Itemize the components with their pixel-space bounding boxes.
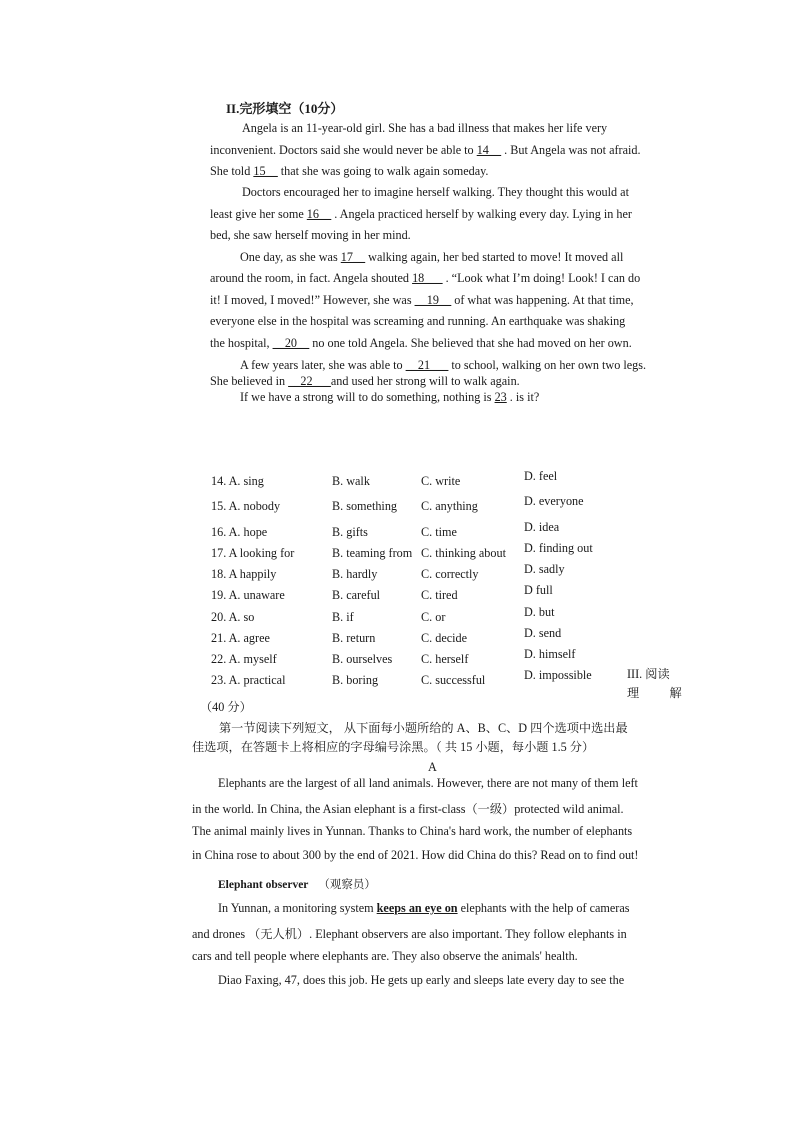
cloze-line xyxy=(210,143,641,158)
cloze-text: no one told Angela. She believed that she had moved on her own. xyxy=(309,336,632,350)
option-c: C. write xyxy=(421,474,461,488)
cloze-text: the hospital, xyxy=(210,336,273,350)
option-c: C. or xyxy=(421,610,446,624)
blank-number: 23 xyxy=(494,390,507,404)
reading-instruction-2: 佳选项，在答题卡上将相应的字母编号涂黑。（ 共 15 小题，每小题 1.5 分） xyxy=(192,740,595,754)
option-c: C. thinking about xyxy=(421,546,506,560)
cloze-text: inconvenient. Doctors said she would never be able to xyxy=(210,143,477,157)
option-c: C. anything xyxy=(421,499,478,513)
cloze-text: of what was happening. At that time, xyxy=(451,293,634,307)
paragraph-1-line: Elephants are the largest of all land animals. However, there are not many of them left xyxy=(218,776,638,790)
cloze-text: She believed in xyxy=(210,374,289,388)
blank-number: __19__ xyxy=(414,293,452,307)
cloze-text: bed, she saw herself moving in her mind. xyxy=(210,228,411,242)
reading-heading-part1: III. 阅读 xyxy=(627,667,670,681)
option-d: D. himself xyxy=(524,647,576,661)
cloze-text: She told xyxy=(210,164,254,178)
cloze-text: One day, as she was xyxy=(240,250,341,264)
cloze-line xyxy=(240,250,623,265)
cloze-line xyxy=(210,293,634,308)
paragraph-1-line: in the world. In China, the Asian elephant is a first-class（一级）protected wild animal. xyxy=(192,802,624,816)
cloze-heading: II.完形填空（10分） xyxy=(226,101,344,116)
option-b: B. if xyxy=(332,610,354,624)
option-d: D. impossible xyxy=(524,668,592,682)
blank-number: 15__ xyxy=(253,164,278,178)
option-b: B. return xyxy=(332,631,376,645)
cloze-line xyxy=(242,185,629,200)
cloze-text: and used her strong will to walk again. xyxy=(330,374,520,388)
reading-paragraph-2-line-3: cars and tell people where elephants are. They also observe the animals' health. xyxy=(192,949,578,963)
option-d: D. feel xyxy=(524,469,558,483)
option-d: D full xyxy=(524,583,553,597)
cloze-text: . “Look what I’m doing! Look! I can do xyxy=(442,271,641,285)
blank-number: 16__ xyxy=(306,207,332,221)
option-row-label: 20. A. so xyxy=(211,610,255,624)
reading-instruction-1: 第一节阅读下列短文， 从下面每小题所给的 A、B、C、D 四个选项中选出最 xyxy=(219,721,628,735)
cloze-line xyxy=(240,358,646,373)
cloze-line xyxy=(210,207,632,222)
cloze-text: Doctors encouraged her to imagine herself walking. They thought this would at xyxy=(242,185,629,199)
subheading-cn: （观察员） xyxy=(318,879,376,891)
cloze-text: least give her some xyxy=(210,207,307,221)
option-b: B. careful xyxy=(332,588,381,602)
cloze-text: A few years later, she was able to xyxy=(240,358,406,372)
cloze-text: . But Angela was not afraid. xyxy=(501,143,641,157)
section-label: A xyxy=(428,760,437,774)
option-c: C. herself xyxy=(421,652,469,666)
option-row-label: 16. A. hope xyxy=(211,525,268,539)
cloze-text: If we have a strong will to do something, nothing is xyxy=(240,390,495,404)
reading-paragraph-2-line-2: and drones （无人机）. Elephant observers are also important. They follow elephants in xyxy=(192,927,627,941)
blank-number: 14__ xyxy=(476,143,502,157)
cloze-text: to school, walking on her own two legs. xyxy=(448,358,647,372)
option-b: B. boring xyxy=(332,673,379,687)
option-c: C. decide xyxy=(421,631,468,645)
option-row-label: 14. A. sing xyxy=(211,474,264,488)
option-c: C. successful xyxy=(421,673,486,687)
option-b: B. teaming from xyxy=(332,546,413,560)
cloze-text: . Angela practiced herself by walking every day. Lying in her xyxy=(331,207,632,221)
option-row-label: 23. A. practical xyxy=(211,673,286,687)
blank-number: __21___ xyxy=(405,358,449,372)
cloze-line xyxy=(240,390,539,405)
blank-number: __22___ xyxy=(288,374,331,388)
reading-paragraph-2-line-1: In Yunnan, a monitoring system keeps an eye on elephants with the help of cameras xyxy=(218,901,630,915)
reading-heading-part2: 理 解 xyxy=(627,686,684,700)
option-d: D. send xyxy=(524,626,562,640)
option-b: B. ourselves xyxy=(332,652,393,666)
option-c: C. time xyxy=(421,525,457,539)
cloze-line xyxy=(210,228,411,243)
option-b: B. hardly xyxy=(332,567,378,581)
option-row-label: 17. A looking for xyxy=(211,546,295,560)
reading-points: （40 分） xyxy=(200,700,252,714)
blank-number: __20__ xyxy=(272,336,310,350)
keyword-phrase: keeps an eye on xyxy=(376,901,458,915)
cloze-text: it! I moved, I moved!” However, she was xyxy=(210,293,415,307)
option-b: B. something xyxy=(332,499,398,513)
option-d: D. finding out xyxy=(524,541,593,555)
blank-number: 17__ xyxy=(340,250,366,264)
cloze-text: . is it? xyxy=(506,390,540,404)
cloze-line xyxy=(210,314,625,329)
option-row-label: 18. A happily xyxy=(211,567,277,581)
paragraph-1-line: in China rose to about 300 by the end of 2021. How did China do this? Read on to find out! xyxy=(192,848,639,862)
blank-number: 18___ xyxy=(412,271,443,285)
option-c: C. tired xyxy=(421,588,458,602)
cloze-text: walking again, her bed started to move! It moved all xyxy=(365,250,624,264)
elephant-observer-heading xyxy=(218,876,376,892)
cloze-line xyxy=(210,271,640,286)
option-d: D. idea xyxy=(524,520,560,534)
cloze-text: Angela is an 11-year-old girl. She has a bad illness that makes her life very xyxy=(242,121,608,135)
option-d: D. sadly xyxy=(524,562,565,576)
paragraph-1-line: The animal mainly lives in Yunnan. Thanks to China's hard work, the number of elephants xyxy=(192,824,633,838)
option-b: B. gifts xyxy=(332,525,368,539)
cloze-text: everyone else in the hospital was screaming and running. An earthquake was shaking xyxy=(210,314,626,328)
subheading-text: Elephant observer xyxy=(218,879,309,891)
option-row-label: 22. A. myself xyxy=(211,652,277,666)
cloze-text: that she was going to walk again someday. xyxy=(277,164,489,178)
cloze-line xyxy=(210,374,520,389)
option-row-label: 19. A. unaware xyxy=(211,588,285,602)
option-d: D. but xyxy=(524,605,555,619)
option-d: D. everyone xyxy=(524,494,584,508)
option-row-label: 15. A. nobody xyxy=(211,499,281,513)
option-b: B. walk xyxy=(332,474,370,488)
cloze-text: around the room, in fact. Angela shouted xyxy=(210,271,413,285)
option-c: C. correctly xyxy=(421,567,479,581)
option-row-label: 21. A. agree xyxy=(211,631,270,645)
cloze-line xyxy=(210,336,632,351)
reading-paragraph-3: Diao Faxing, 47, does this job. He gets up early and sleeps late every day to see the xyxy=(218,973,625,987)
cloze-line xyxy=(242,121,607,136)
cloze-line xyxy=(210,164,488,179)
